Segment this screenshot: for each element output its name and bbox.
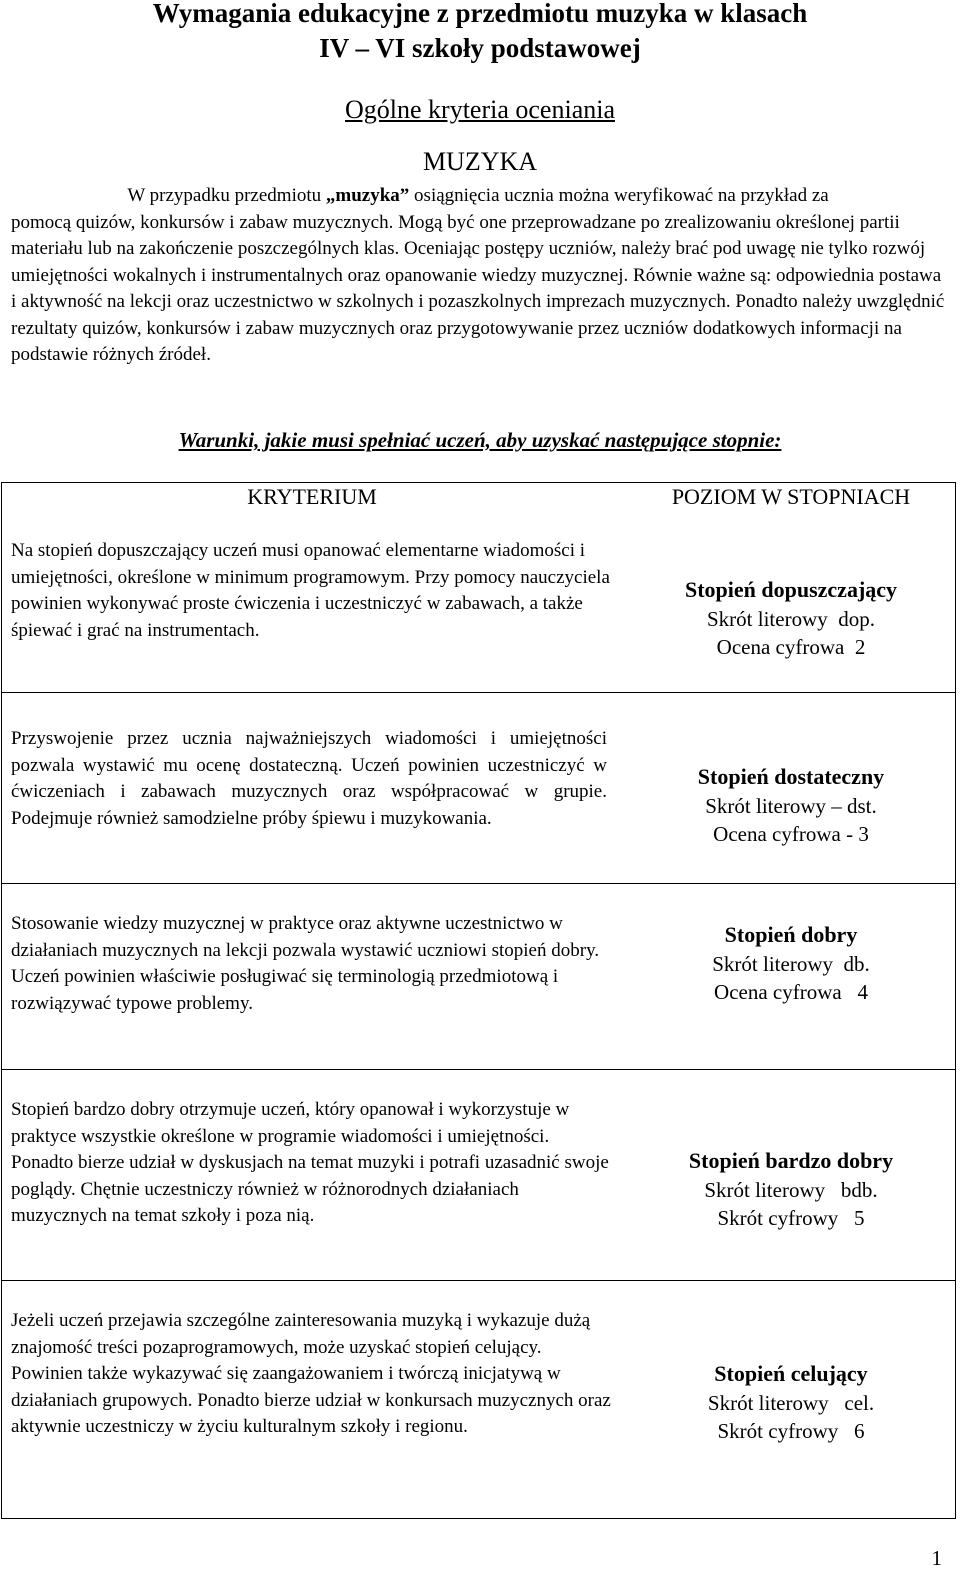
- grade-cell: [623, 920, 959, 1006]
- title-line-2: IV – VI szkoły podstawowej: [319, 33, 641, 63]
- grade-name: Stopień dostateczny: [697, 764, 885, 789]
- intro-text-post: osiągnięcia ucznia można weryfikować na przykład za: [409, 185, 829, 206]
- grade-cell: [623, 762, 959, 848]
- grade-name: Stopień dopuszczający: [684, 577, 898, 602]
- header-criterion: KRYTERIUM: [247, 484, 377, 509]
- header-grade-level: POZIOM W STOPNIACH: [671, 484, 911, 509]
- grade-name: Stopień dobry: [724, 922, 858, 947]
- row-divider: [1, 883, 956, 884]
- grade-cell: [623, 1146, 959, 1232]
- grade-number: Ocena cyfrowa 2: [716, 635, 866, 659]
- criterion-text: Stosowanie wiedzy muzycznej w praktyce oraz aktywne uczestnictwo w działaniach muzycznych na lekcji pozwala wystawić uczniowi stopień dobry. Uczeń powinien właściwie posługiwać się terminologią przedmiotową i rozwiązywać typowe problemy.: [11, 913, 600, 1014]
- criterion-text: Jeżeli uczeń przejawia szczególne zainteresowania muzyką i wykazuje dużą znajomość treści pozaprogramowych, może uzyskać stopień celujący. Powinien także wykazywać się zaangażowaniem i twórczą inicjatywą w działaniach grupowych. Ponadto bierze udział w konkursach muzycznych oraz aktywnie uczestniczy w życiu kulturalnym szkoły i regionu.: [11, 1310, 611, 1437]
- grade-name: Stopień bardzo dobry: [688, 1148, 894, 1173]
- grade-abbreviation: Skrót literowy db.: [712, 952, 870, 976]
- intro-first-line: [11, 183, 945, 210]
- grade-name: Stopień celujący: [714, 1361, 868, 1386]
- page-number: 1: [931, 1546, 942, 1570]
- document-title: [0, 0, 960, 66]
- conditions-heading: Warunki, jakie musi spełniać uczeń, aby uzyskać następujące stopnie:: [178, 428, 782, 452]
- grade-abbreviation: Skrót literowy cel.: [707, 1391, 875, 1415]
- section-heading: MUZYKA: [422, 147, 538, 176]
- grade-cell: [623, 1359, 959, 1445]
- grade-abbreviation: Skrót literowy – dst.: [705, 794, 877, 818]
- grade-number: Ocena cyfrowa 4: [714, 980, 868, 1004]
- grade-abbreviation: Skrót literowy dop.: [707, 607, 875, 631]
- grade-abbreviation: Skrót literowy bdb.: [704, 1178, 878, 1202]
- criterion-text: Przyswojenie przez ucznia najważniejszych wiadomości i umiejętności pozwala wystawić mu ocenę dostateczną. Uczeń powinien uczestniczyć w ćwiczeniach i zabawach muzycznych oraz współpracować w grupie. Podejmuje również samodzielne próby śpiewu i muzykowania.: [11, 728, 607, 829]
- grade-number: Skrót cyfrowy 5: [717, 1206, 865, 1230]
- intro-text-pre: W przypadku przedmiotu: [127, 185, 326, 206]
- intro-subject-bold: „muzyka”: [325, 185, 410, 206]
- criterion-text: Stopień bardzo dobry otrzymuje uczeń, który opanował i wykorzystuje w praktyce wszystkie określone w programie wiadomości i umiejętności. Ponadto bierze udział w dyskusjach na temat muzyki i potrafi uzasadnić swoje poglądy. Chętnie uczestniczy również w różnorodnych działaniach muzycznych na temat szkoły i poza nią.: [11, 1099, 609, 1226]
- row-divider: [1, 1280, 956, 1281]
- grade-number: Ocena cyfrowa - 3: [713, 822, 869, 846]
- document-subtitle: Ogólne kryteria oceniania: [345, 95, 615, 124]
- row-divider: [1, 692, 956, 693]
- row-divider: [1, 1069, 956, 1070]
- intro-paragraph: [11, 183, 945, 369]
- title-line-1: Wymagania edukacyjne z przedmiotu muzyka w klasach: [152, 0, 808, 28]
- grade-cell: [623, 575, 959, 661]
- intro-body: pomocą quizów, konkursów i zabaw muzycznych. Mogą być one przeprowadzane po zrealizowaniu określonej partii materiału lub na zakończenie poszczególnych klas. Oceniając postępy uczniów, należy brać pod uwagę nie tylko rozwój umiejętności wokalnych i instrumentalnych oraz opanowanie wiedzy muzycznej. Równie ważne są: odpowiednia postawa i aktywność na lekcji oraz uczestnictwo w szkolnych i pozaszkolnych imprezach muzycznych. Ponadto należy uwzględnić rezultaty quizów, konkursów i zabaw muzycznych oraz przygotowywanie przez uczniów dodatkowych informacji na podstawie różnych źródeł.: [11, 211, 945, 365]
- criterion-text: Na stopień dopuszczający uczeń musi opanować elementarne wiadomości i umiejętności, określone w minimum programowym. Przy pomocy nauczyciela powinien wykonywać proste ćwiczenia i uczestniczyć w zabawach, a także śpiewać i grać na instrumentach.: [11, 540, 610, 641]
- grade-number: Skrót cyfrowy 6: [717, 1419, 865, 1443]
